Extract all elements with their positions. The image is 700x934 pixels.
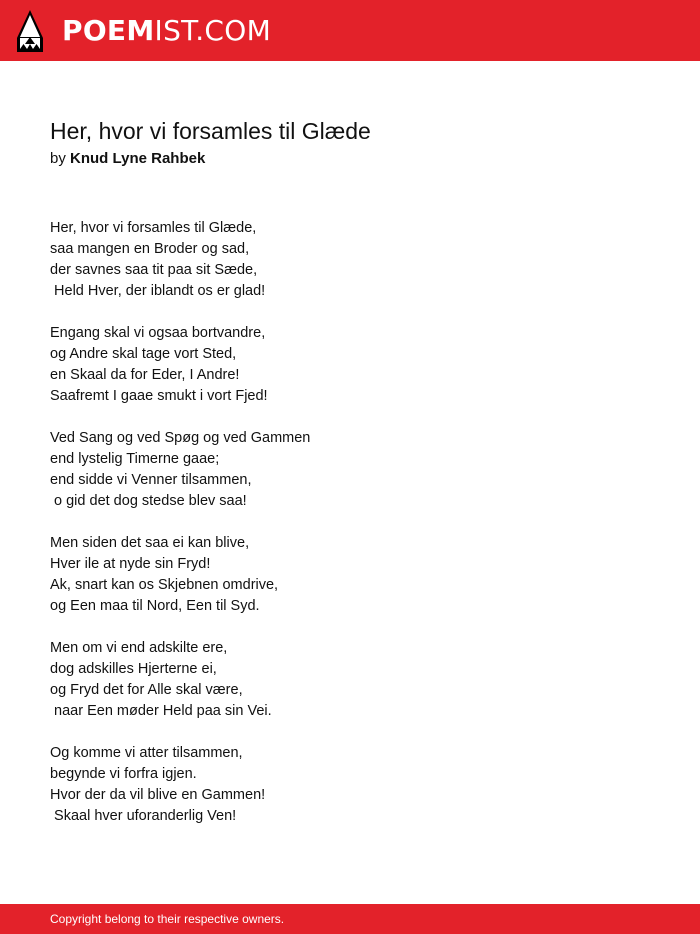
poem-line: Engang skal vi ogsaa bortvandre,	[50, 325, 266, 341]
stanza	[50, 638, 670, 722]
copyright-notice: Copyright belong to their respective owners.	[50, 912, 285, 926]
poem-body	[50, 218, 670, 848]
logo-text-bold: POEM	[62, 14, 155, 47]
poem-line: end sidde vi Venner tilsammen,	[50, 472, 252, 488]
poem-line: Men om vi end adskilte ere,	[50, 640, 228, 656]
poem-line: Og komme vi atter tilsammen,	[50, 745, 243, 761]
poem-line: Men siden det saa ei kan blive,	[50, 535, 250, 551]
poem-line: Ak, snart kan os Skjebnen omdrive,	[50, 577, 279, 593]
poem-line: naar Een møder Held paa sin Vei.	[50, 703, 272, 719]
author-name: Knud Lyne Rahbek	[70, 150, 206, 167]
poem-line: saa mangen en Broder og sad,	[50, 241, 250, 257]
poem-line: og Een maa til Nord, Een til Syd.	[50, 598, 260, 614]
poem-line: begynde vi forfra igjen.	[50, 766, 197, 782]
poem-line: Hver ile at nyde sin Fryd!	[50, 556, 211, 572]
site-logo[interactable]	[62, 14, 271, 48]
poem-line: Held Hver, der iblandt os er glad!	[50, 283, 266, 299]
stanza	[50, 323, 670, 407]
stanza	[50, 743, 670, 827]
pencil-tip-icon	[17, 10, 43, 52]
byline-label: by	[50, 150, 66, 167]
poem-line: og Fryd det for Alle skal være,	[50, 682, 243, 698]
stanza	[50, 218, 670, 302]
poem-line: o gid det dog stedse blev saa!	[50, 493, 247, 509]
poem-line: Saafremt I gaae smukt i vort Fjed!	[50, 388, 268, 404]
poem-title: Her, hvor vi forsamles til Glæde	[50, 118, 371, 144]
poem-line: Skaal hver uforanderlig Ven!	[50, 808, 237, 824]
poem-line: der savnes saa tit paa sit Sæde,	[50, 262, 258, 278]
site-header	[0, 0, 700, 61]
poem-line: Hvor der da vil blive en Gammen!	[50, 787, 266, 803]
poem-line: Ved Sang og ved Spøg og ved Gammen	[50, 430, 311, 446]
stanza	[50, 533, 670, 617]
byline	[50, 149, 205, 169]
poem-line: Her, hvor vi forsamles til Glæde,	[50, 220, 257, 236]
site-footer	[0, 904, 700, 934]
poem-line: og Andre skal tage vort Sted,	[50, 346, 237, 362]
logo-text-light: IST.COM	[154, 14, 272, 47]
poem-line: end lystelig Timerne gaae;	[50, 451, 220, 467]
poem-line: dog adskilles Hjerterne ei,	[50, 661, 217, 677]
poem-line: en Skaal da for Eder, I Andre!	[50, 367, 240, 383]
stanza	[50, 428, 670, 512]
